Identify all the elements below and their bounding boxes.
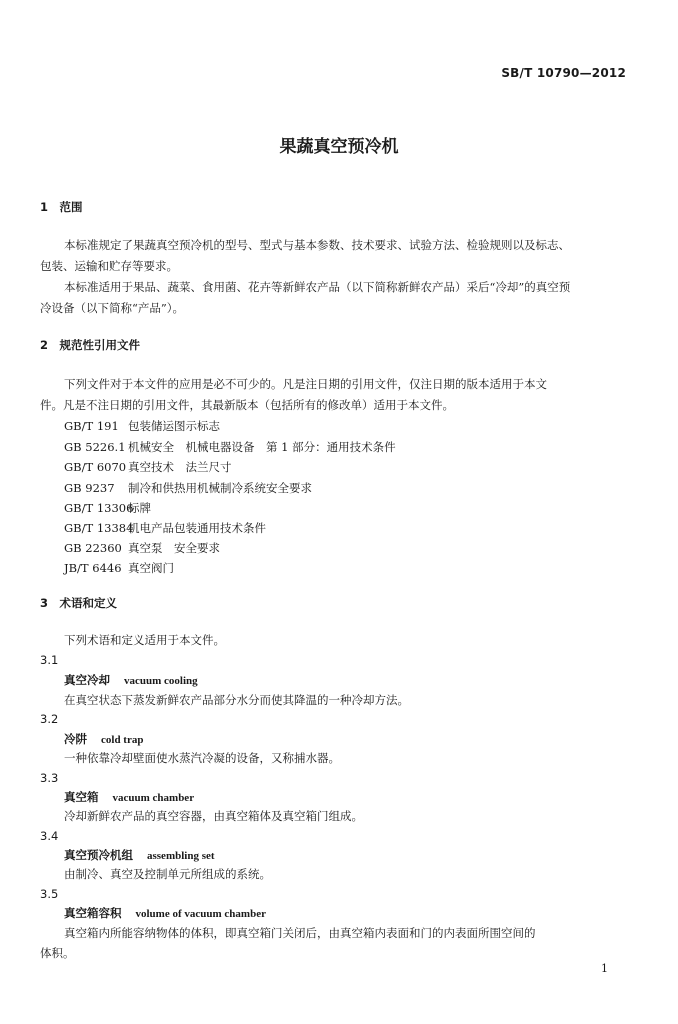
section-1-para-2-line-2: 冷设备（以下简称“产品”）。 [40,301,185,315]
reference-item [64,540,220,556]
reference-item [64,418,220,434]
reference-code: JB/T 6446 [64,561,122,575]
term-definition: 由制冷、真空及控制单元所组成的系统。 [64,867,271,881]
reference-item [64,500,151,516]
reference-code: GB/T 191 [64,419,119,433]
reference-code: GB/T 13384 [64,521,134,535]
term-en: assembling set [147,850,215,862]
reference-title: 机电产品包装通用技术条件 [128,521,266,535]
reference-code: GB 9237 [64,481,115,495]
term-definition: 一种依靠冷却壁面使水蒸汽冷凝的设备，又称捕水器。 [64,751,340,765]
term-en: vacuum cooling [124,675,198,687]
reference-code: GB/T 13306 [64,501,134,515]
term-zh: 真空冷却 [64,673,110,687]
reference-item [64,560,174,576]
term-definition-line-1: 真空箱内所能容纳物体的体积，即真空箱门关闭后，由真空箱内表面和门的内表面所围空间的 [64,926,536,940]
reference-item [64,520,266,536]
term-heading [64,672,198,689]
term-definition-line-2: 体积。 [40,946,75,960]
section-3-intro: 下列术语和定义适用于本文件。 [64,633,225,647]
document-title: 果蔬真空预冷机 [279,137,399,157]
reference-item [64,459,232,475]
standard-code-header: SB/T 10790—2012 [501,66,626,80]
term-number: 3.3 [40,771,59,785]
reference-title: 标牌 [128,501,151,515]
term-number: 3.5 [40,887,59,901]
term-definition: 在真空状态下蒸发新鲜农产品部分水分而使其降温的一种冷却方法。 [64,693,409,707]
term-number: 3.4 [40,829,59,843]
section-3-heading: 3 术语和定义 [40,596,118,610]
reference-title: 真空泵 安全要求 [128,541,220,555]
term-heading [64,731,143,748]
term-heading [64,905,266,922]
term-number: 3.1 [40,653,59,667]
term-en: volume of vacuum chamber [135,908,266,920]
section-2-heading: 2 规范性引用文件 [40,338,141,352]
term-zh: 真空箱 [64,790,99,804]
section-2-intro-line-2: 件。凡是不注日期的引用文件，其最新版本（包括所有的修改单）适用于本文件。 [40,398,454,412]
reference-title: 包装储运图示标志 [128,419,220,433]
reference-code: GB 5226.1 [64,440,126,454]
reference-code: GB/T 6070 [64,460,127,474]
reference-title: 真空技术 法兰尺寸 [128,460,232,474]
section-1-para-2-line-1: 本标准适用于果品、蔬菜、食用菌、花卉等新鲜农产品（以下简称新鲜农产品）采后“冷却”的真空预 [64,280,571,294]
reference-title: 真空阀门 [128,561,174,575]
term-zh: 真空预冷机组 [64,848,133,862]
section-1-heading: 1 范围 [40,200,83,214]
reference-item [64,480,312,496]
term-zh: 冷阱 [64,732,87,746]
page-number: 1 [601,962,608,975]
reference-code: GB 22360 [64,541,122,555]
term-number: 3.2 [40,712,59,726]
reference-item [64,439,396,455]
term-heading [64,789,194,806]
reference-title: 制冷和供热用机械制冷系统安全要求 [128,481,312,495]
section-2-intro-line-1: 下列文件对于本文件的应用是必不可少的。凡是注日期的引用文件，仅注日期的版本适用于本文 [64,377,547,391]
term-heading [64,847,215,864]
term-en: vacuum chamber [112,792,195,804]
section-1-para-1-line-2: 包装、运输和贮存等要求。 [40,259,178,273]
term-definition: 冷却新鲜农产品的真空容器，由真空箱体及真空箱门组成。 [64,809,363,823]
term-en: cold trap [101,734,144,746]
term-zh: 真空箱容积 [64,906,122,920]
section-1-para-1-line-1: 本标准规定了果蔬真空预冷机的型号、型式与基本参数、技术要求、试验方法、检验规则以及标志、 [64,238,570,252]
reference-title: 机械安全 机械电器设备 第 1 部分：通用技术条件 [128,440,396,454]
